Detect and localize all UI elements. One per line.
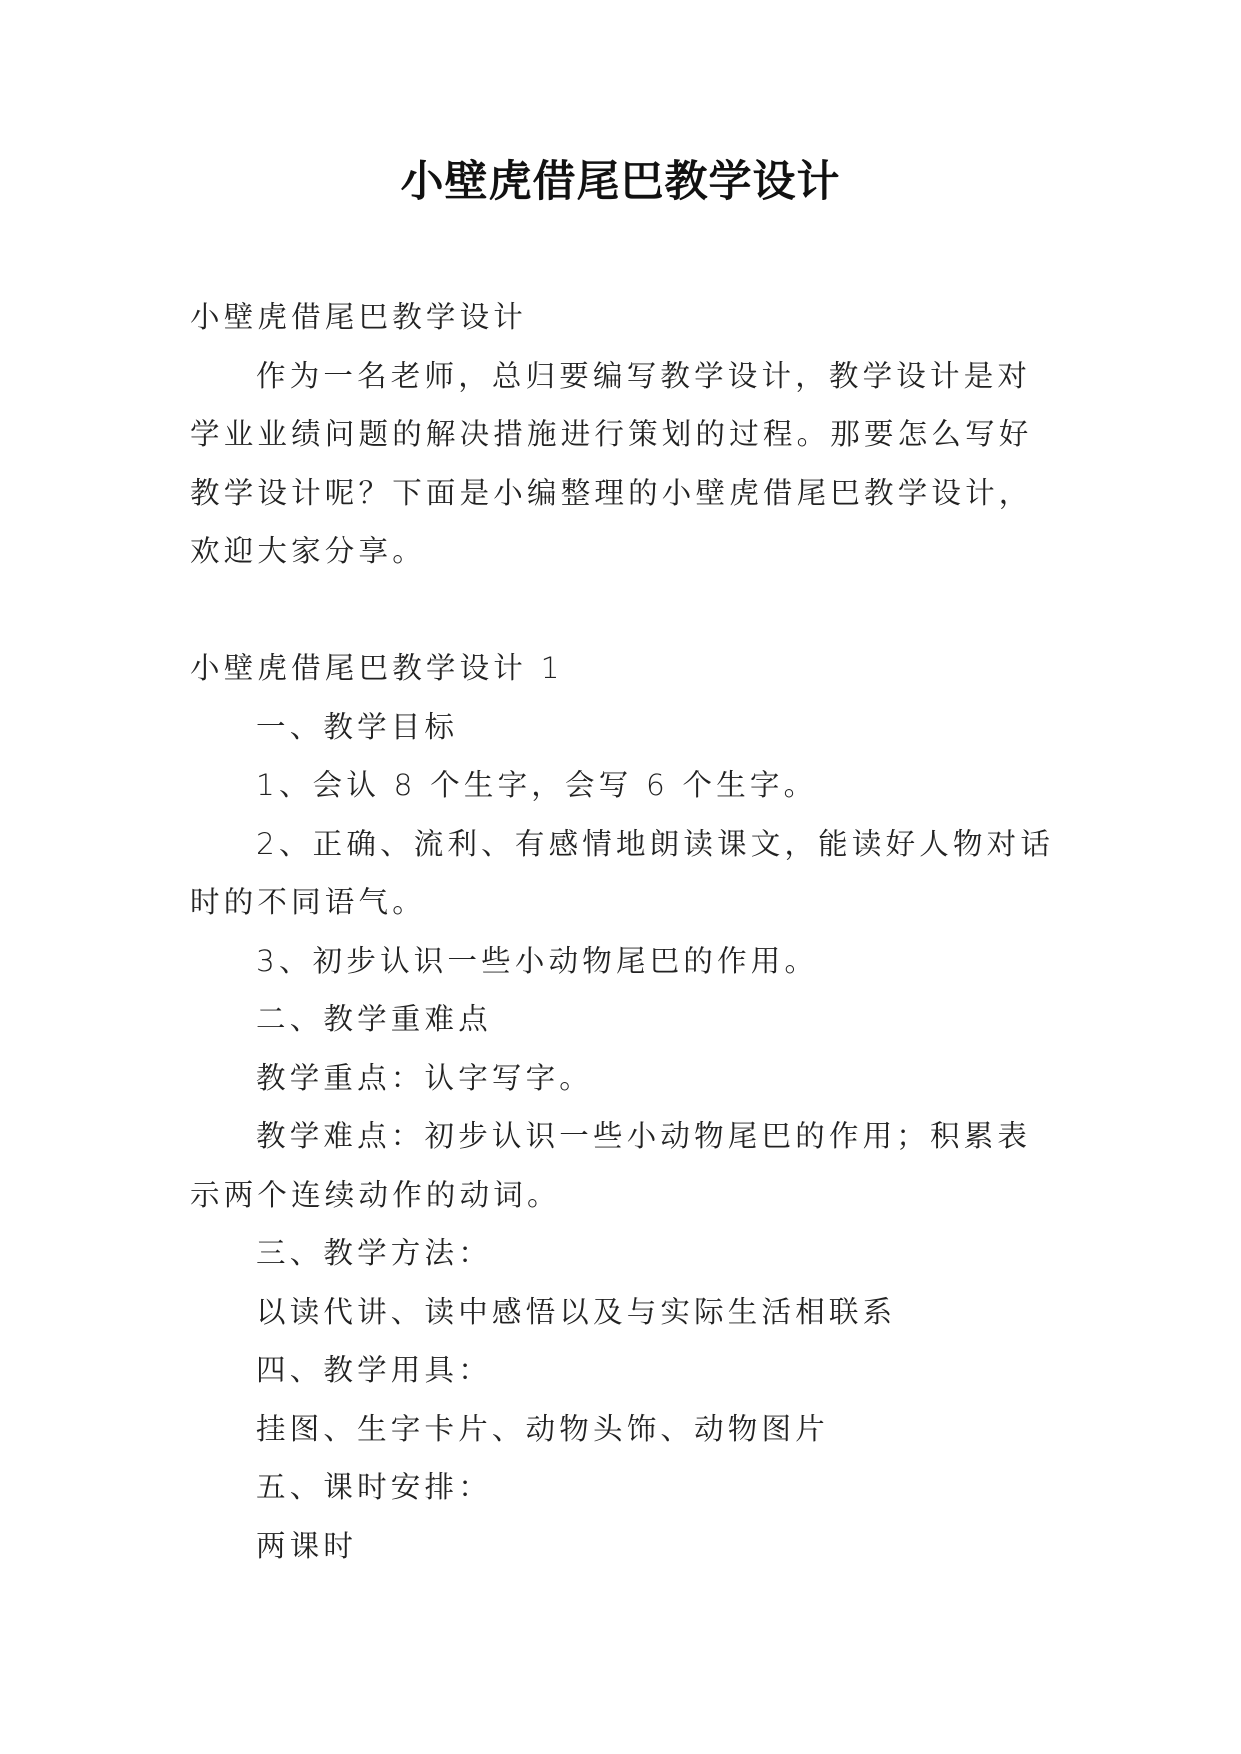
paragraph: 四、教学用具： xyxy=(256,1353,492,1387)
paragraph: 1、会认 8 个生字，会写 6 个生字。 xyxy=(256,768,818,802)
paragraph: 3、初步认识一些小动物尾巴的作用。 xyxy=(256,943,819,978)
paragraph: 挂图、生字卡片、动物头饰、动物图片 xyxy=(256,1411,829,1446)
paragraph: 小壁虎借尾巴教学设计 1 xyxy=(190,651,564,685)
paragraph: 2、正确、流利、有感情地朗读课文，能读好人物对话时的不同语气。 xyxy=(190,826,1055,919)
paragraph: 一、教学目标 xyxy=(256,709,459,744)
paragraph: 作为一名老师，总归要编写教学设计，教学设计是对学业业绩问题的解决措施进行策划的过程。那要怎么写好教学设计呢？下面是小编整理的小壁虎借尾巴教学设计，欢迎大家分享。 xyxy=(190,358,1033,568)
paragraph: 两课时 xyxy=(256,1528,358,1563)
document-body xyxy=(190,288,1055,1575)
paragraph: 小壁虎借尾巴教学设计 xyxy=(190,300,528,334)
paragraph: 教学重点：认字写字。 xyxy=(256,1060,594,1095)
paragraph: 三、教学方法： xyxy=(256,1236,492,1270)
paragraph-spacer xyxy=(190,581,1055,640)
paragraph: 以读代讲、读中感悟以及与实际生活相联系 xyxy=(256,1294,897,1329)
paragraph: 二、教学重难点 xyxy=(256,1002,492,1036)
paragraph: 教学难点：初步认识一些小动物尾巴的作用；积累表示两个连续动作的动词。 xyxy=(190,1119,1032,1212)
document-title: 小壁虎借尾巴教学设计 xyxy=(400,157,841,207)
paragraph: 五、课时安排： xyxy=(256,1470,492,1504)
